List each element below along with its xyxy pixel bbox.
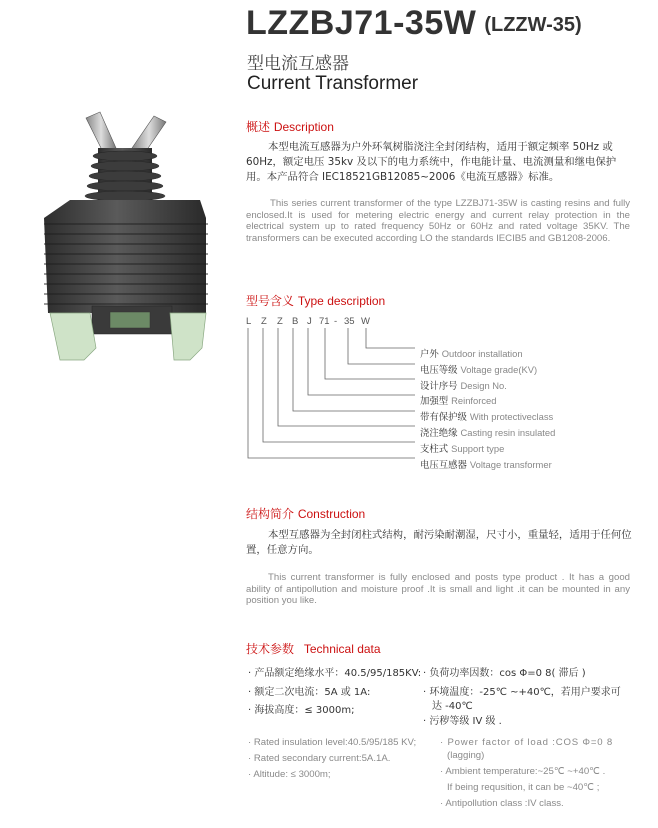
code-letter: 71: [319, 316, 330, 327]
section-heading-construction: 结构简介 Construction: [246, 507, 366, 521]
current-transformer-image: [30, 108, 220, 368]
construction-cn-text: 本型互感器为全封闭柱式结构，耐污染耐潮湿，尺寸小，重量轻，适用于任何位置，任意方向。: [246, 529, 632, 556]
type-item: 电压等级 Voltage grade(KV): [420, 364, 538, 376]
type-item: 带有保护级 With protectiveclass: [420, 411, 554, 423]
section-heading-description: 概述 Description: [246, 120, 334, 134]
tech-en-right-item: · Ambient temperature:~25℃ ~+40℃ .: [440, 766, 606, 777]
tech-cn-right-item: · 负荷功率因数：cos Φ=0 8( 滞后 ): [423, 668, 586, 679]
description-cn-text: 本型电流互感器为户外环氧树脂浇注全封闭结构，适用于额定频率 50Hz 或 60Hz，额定电压 35kv 及以下的电力系统中，作电能计量、电流测量和继电保护用。本产品符合 IEC18521GB12085~2006《电流互感器》标准。: [246, 141, 617, 183]
tech-cn-right-item: · 环境温度：-25℃ ~+40℃，若用户要求可: [423, 687, 621, 698]
code-letter: Z: [261, 316, 267, 327]
type-item: 电压互感器 Voltage transformer: [420, 459, 552, 471]
tech-en-right-item: If being requsition, it can be ~40℃ ;: [447, 782, 600, 793]
type-item: 加强型 Reinforced: [420, 395, 497, 407]
tech-en-right-item: (lagging): [447, 750, 485, 761]
tech-en-right-item: · Antipollution class :IV class.: [440, 798, 564, 809]
tech-cn-right-item: · 污秽等级 IV 级 .: [423, 716, 502, 727]
code-letter: Z: [277, 316, 283, 327]
tech-en-left-item: · Altitude: ≤ 3000m;: [248, 769, 331, 780]
cn-subtitle: 型电流互感器: [247, 54, 349, 74]
section-heading-technical: 技术参数 Technical data: [246, 642, 381, 656]
code-letter: J: [307, 316, 312, 327]
tech-cn-left-item: · 海拔高度：≤ 3000m;: [248, 705, 355, 716]
description-en-text: This series current transformer of the type LZZBJ71-35W is casting resins and fully enclosed.It is used for metering electric energy and current relay protection in the electrical system up to rated frequency 50Hz or 60Hz and rated voltage 35KV. The transformers can be executed according LO the standards IECIB5 and GB1208-2006.: [246, 198, 630, 244]
type-item: 户外 Outdoor installation: [420, 348, 523, 360]
model-title: [246, 4, 582, 43]
tech-en-right-item: · Power factor of load :COS Φ=0 8: [440, 737, 613, 748]
tech-cn-left-item: · 额定二次电流：5A 或 1A:: [248, 687, 371, 698]
tech-cn-right-item: 达 -40℃: [432, 701, 473, 712]
code-letter: 35: [344, 316, 355, 327]
en-subtitle: Current Transformer: [247, 73, 419, 94]
construction-en-text: This current transformer is fully enclosed and posts type product . It has a good ability of antipollution and moisture proof .It is small and light .it can be mounted in any position you like.: [246, 572, 630, 606]
code-letter: -: [334, 316, 338, 327]
code-letter: W: [361, 316, 370, 327]
tech-en-left-item: · Rated secondary current:5A.1A.: [248, 753, 391, 764]
type-item: 浇注绝缘 Casting resin insulated: [420, 427, 556, 439]
section-heading-type: 型号含义 Type description: [246, 294, 386, 308]
model-alternate: (LZZW-35): [484, 14, 582, 36]
tech-cn-left-item: · 产品额定绝缘水平：40.5/95/185KV:: [248, 668, 422, 679]
type-item: 支柱式 Support type: [420, 443, 505, 455]
tech-en-left-item: · Rated insulation level:40.5/95/185 KV;: [248, 737, 417, 748]
type-code-diagram-lines: [240, 326, 425, 471]
code-letter: L: [246, 316, 252, 327]
type-item: 设计序号 Design No.: [420, 380, 507, 392]
model-number: LZZBJ71-35W: [246, 4, 477, 42]
code-letter: B: [292, 316, 299, 327]
